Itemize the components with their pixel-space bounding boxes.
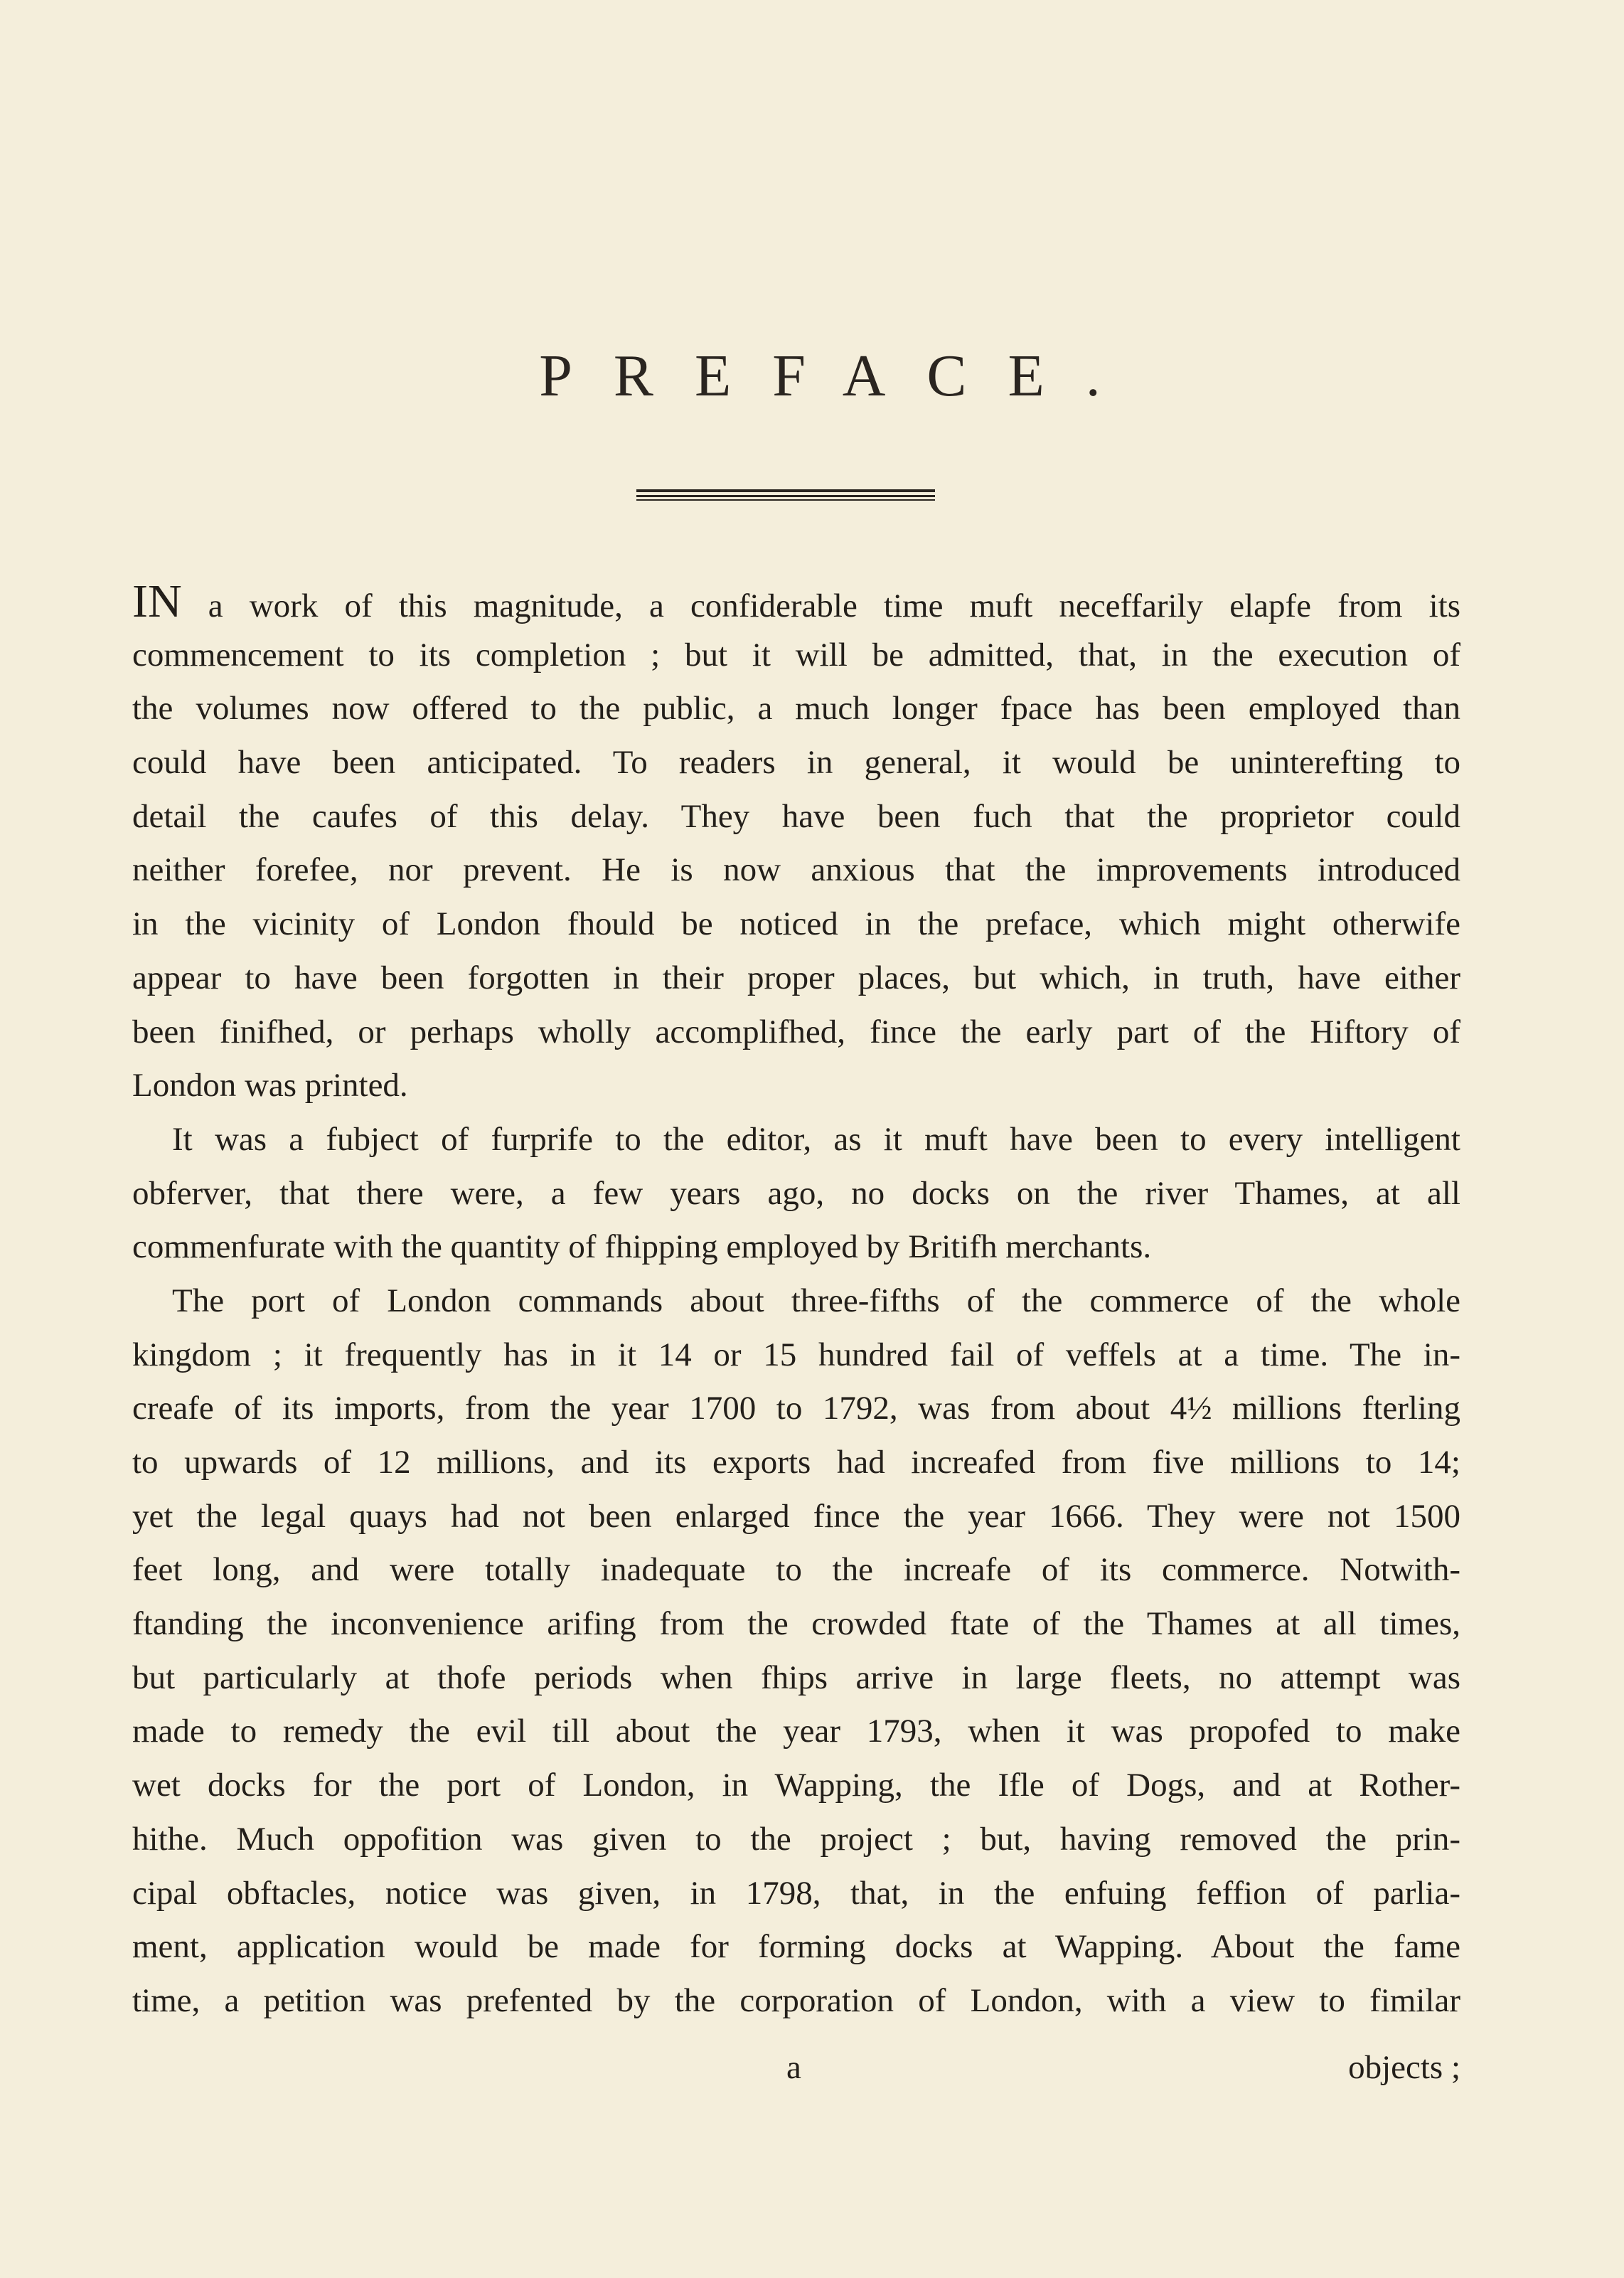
text-line: ment, application would be made for forming docks at Wapping. About the fame	[132, 1928, 1460, 1966]
text-line: could have been anticipated. To readers in general, it would be uninterefting to	[132, 744, 1460, 782]
text-line: to upwards of 12 millions, and its exports had increafed from five millions to 14;	[132, 1444, 1460, 1481]
text-line: detail the caufes of this delay. They have been fuch that the proprietor could	[132, 797, 1460, 835]
text-line: time, a petition was prefented by the corporation of London, with a view to fimilar	[132, 1981, 1460, 2019]
text-line: in the vicinity of London fhould be noticed in the preface, which might otherwife	[132, 905, 1460, 943]
text-line: obferver, that there were, a few years ago, no docks on the river Thames, at all	[132, 1174, 1460, 1212]
text-line: London was printed.	[132, 1067, 408, 1105]
catchword: objects ;	[1348, 2049, 1460, 2086]
text-line: commencement to its completion ; but it will be admitted, that, in the execution of	[132, 636, 1460, 674]
text-line: ftanding the inconvenience arifing from the crowded ftate of the Thames at all times,	[132, 1605, 1460, 1643]
text-line: yet the legal quays had not been enlarged fince the year 1666. They were not 1500	[132, 1497, 1460, 1535]
signature-mark: a	[786, 2049, 801, 2086]
preface-body	[132, 575, 1460, 2028]
text-line: the volumes now offered to the public, a much longer fpace has been employed than	[132, 690, 1460, 728]
text-line: appear to have been forgotten in their proper places, but which, in truth, have either	[132, 959, 1460, 996]
text-line: neither forefee, nor prevent. He is now anxious that the improvements introduced	[132, 851, 1460, 889]
text-line: It was a fubject of furprife to the editor, as it muft have been to every intelligent	[172, 1120, 1460, 1158]
text-line: wet docks for the port of London, in Wapping, the Ifle of Dogs, and at Rother-	[132, 1767, 1460, 1804]
title-rule-divider	[636, 489, 935, 502]
text-line: made to remedy the evil till about the year 1793, when it was propofed to make	[132, 1713, 1460, 1750]
drop-cap: IN	[132, 575, 182, 627]
text-line: The port of London commands about three-fifths of the commerce of the whole	[172, 1282, 1460, 1319]
text-line: IN a work of this magnitude, a confiderable time muft neceffarily elapfe from its	[132, 575, 1460, 627]
text-line: cipal obftacles, notice was given, in 1798, that, in the enfuing feffion of parlia-	[132, 1874, 1460, 1912]
text-line: been finifhed, or perhaps wholly accomplifhed, fince the early part of the Hiftory of	[132, 1013, 1460, 1050]
text-line: but particularly at thofe periods when fhips arrive in large fleets, no attempt was	[132, 1659, 1460, 1696]
page-title: PREFACE.	[539, 343, 1142, 409]
text-line: hithe. Much oppofition was given to the project ; but, having removed the prin-	[132, 1820, 1460, 1858]
page-footer	[132, 2048, 1460, 2098]
text-line: kingdom ; it frequently has in it 14 or 15 hundred fail of veffels at a time. The in-	[132, 1336, 1460, 1373]
text-line: creafe of its imports, from the year 1700 to 1792, was from about 4½ millions fterling	[132, 1390, 1460, 1427]
text-line: commenfurate with the quantity of fhipping employed by Britifh merchants.	[132, 1228, 1152, 1266]
text-line: feet long, and were totally inadequate to the increafe of its commerce. Notwith-	[132, 1551, 1460, 1589]
